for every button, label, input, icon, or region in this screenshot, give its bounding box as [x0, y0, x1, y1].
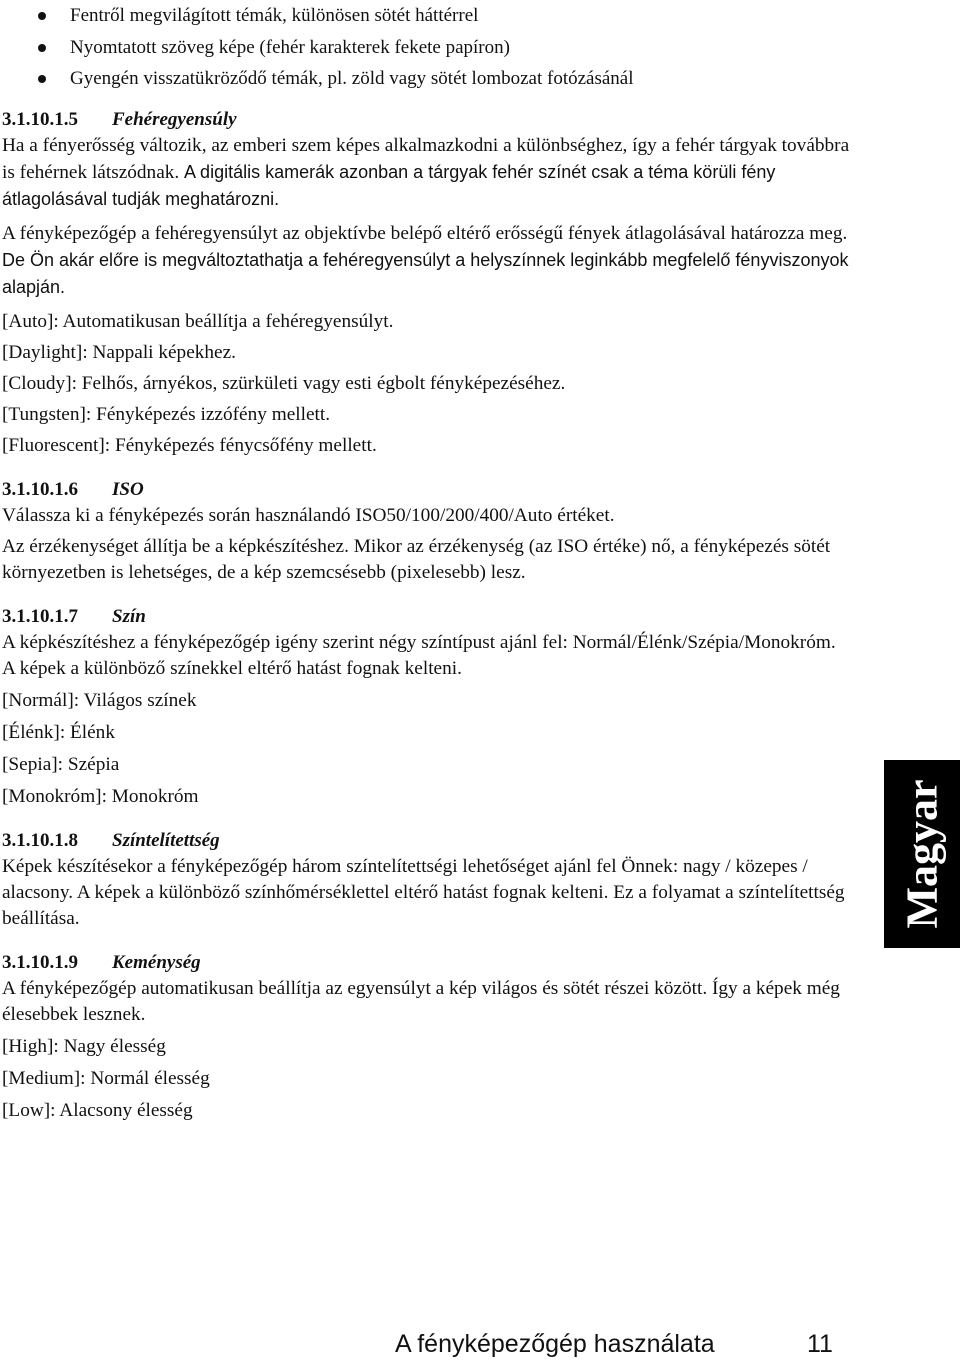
bullet-item [36, 32, 634, 64]
section-saturation [2, 827, 852, 932]
option-line: [High]: Nagy élesség [2, 1036, 166, 1057]
section-title: Szín [112, 606, 146, 627]
option-line: [Daylight]: Nappali képekhez. [2, 342, 236, 363]
section-number: 3.1.10.1.8 [2, 830, 78, 851]
option-line: [Élénk]: Élénk [2, 722, 115, 743]
paragraph: Képek készítésekor a fényképezőgép három színtelítettségi lehetőséget ajánl fel Önnek: nagy / közepes / alacsony. A képek a különböző színhőmérséklettel eltérő hatást fognak kelteni. Ez a folyamat a színtelítettség beállítása. [2, 856, 845, 929]
option-line: [Tungsten]: Fényképezés izzófény mellett. [2, 404, 331, 425]
section-title: Színtelítettség [112, 830, 220, 851]
section-heading [2, 106, 852, 133]
bullet-text: Fentről megvilágított témák, különösen sötét háttérrel [70, 5, 479, 26]
option-line: [Auto]: Automatikusan beállítja a fehéregyensúlyt. [2, 311, 394, 332]
section-number: 3.1.10.1.7 [2, 606, 78, 627]
option-line: [Normál]: Világos színek [2, 690, 197, 711]
section-color [2, 603, 852, 810]
bullet-item [36, 0, 634, 32]
option-line: [Cloudy]: Felhős, árnyékos, szürkületi vagy esti égbolt fényképezéséhez. [2, 373, 566, 394]
section-heading [2, 827, 852, 854]
bullet-text: Nyomtatott szöveg képe (fehér karakterek fekete papíron) [70, 36, 510, 58]
section-title: Keménység [112, 952, 201, 973]
option-line: [Sepia]: Szépia [2, 754, 120, 775]
bullet-icon [38, 44, 46, 52]
section-heading [2, 476, 852, 503]
paragraph: Válassza ki a fényképezés során használandó ISO50/100/200/400/Auto értéket. [2, 505, 615, 526]
paragraph-text: A fényképezőgép a fehéregyensúlyt az objektívbe belépő eltérő erősségű fények átlagolásával határozza meg. [2, 223, 848, 244]
paragraph-text: De Ön akár előre is megváltoztathatja a fehéregyensúlyt a helyszínnek leginkább megfelelő fényviszonyok alapján. [2, 250, 849, 297]
footer-title: A fényképezőgép használata [395, 1330, 715, 1358]
page-number: 11 [807, 1330, 833, 1358]
paragraph: Az érzékenységet állítja be a képkészítéshez. Mikor az érzékenység (az ISO értéke) nő, a fényképezés sötét környezetben is lehetséges, de a kép szemcsésebb (pixelesebb) lesz. [2, 536, 831, 583]
section-white-balance [2, 106, 852, 459]
section-number: 3.1.10.1.9 [2, 952, 78, 973]
bullet-text: Gyengén visszatükröződő témák, pl. zöld vagy sötét lombozat fotózásánál [70, 68, 634, 89]
paragraph: A képkészítéshez a fényképezőgép igény szerint négy színtípust ajánl fel: Normál/Élénk/Szépia/Monokróm. A képek a különböző színekkel eltérő hatást fognak kelteni. [2, 632, 836, 679]
paragraph: A fényképezőgép automatikusan beállítja az egyensúlyt a kép világos és sötét részei között. Így a képek még élesebbek lesznek. [2, 978, 840, 1025]
section-title: ISO [112, 479, 144, 500]
section-heading [2, 603, 852, 630]
section-iso [2, 476, 852, 586]
bullet-list [36, 0, 634, 95]
section-title: Fehéregyensúly [112, 109, 237, 130]
option-line: [Low]: Alacsony élesség [2, 1100, 193, 1121]
section-number: 3.1.10.1.5 [2, 109, 78, 130]
paragraph-text: Ha a fényerősség változik, az emberi szem képes alkalmazkodni a különbséghez, így a fehér tárgyak továbbra is fehérnek látszódnak. [2, 135, 850, 183]
page-footer [395, 1330, 833, 1359]
language-side-tab [884, 760, 960, 948]
bullet-icon [38, 75, 46, 83]
section-heading [2, 949, 852, 976]
section-sharpness [2, 949, 852, 1124]
paragraph [2, 133, 852, 213]
section-number: 3.1.10.1.6 [2, 479, 78, 500]
option-line: [Monokróm]: Monokróm [2, 786, 199, 807]
paragraph [2, 221, 852, 301]
bullet-icon [38, 12, 46, 20]
bullet-item [36, 63, 634, 95]
paragraph-text: A digitális kamerák azonban a tárgyak fehér színét csak a téma körüli fény átlagolásával tudják meghatározni. [2, 162, 776, 209]
option-line: [Medium]: Normál élesség [2, 1068, 210, 1089]
language-label: Magyar [897, 779, 947, 929]
option-line: [Fluorescent]: Fényképezés fénycsőfény mellett. [2, 435, 377, 456]
main-content [2, 106, 852, 1129]
